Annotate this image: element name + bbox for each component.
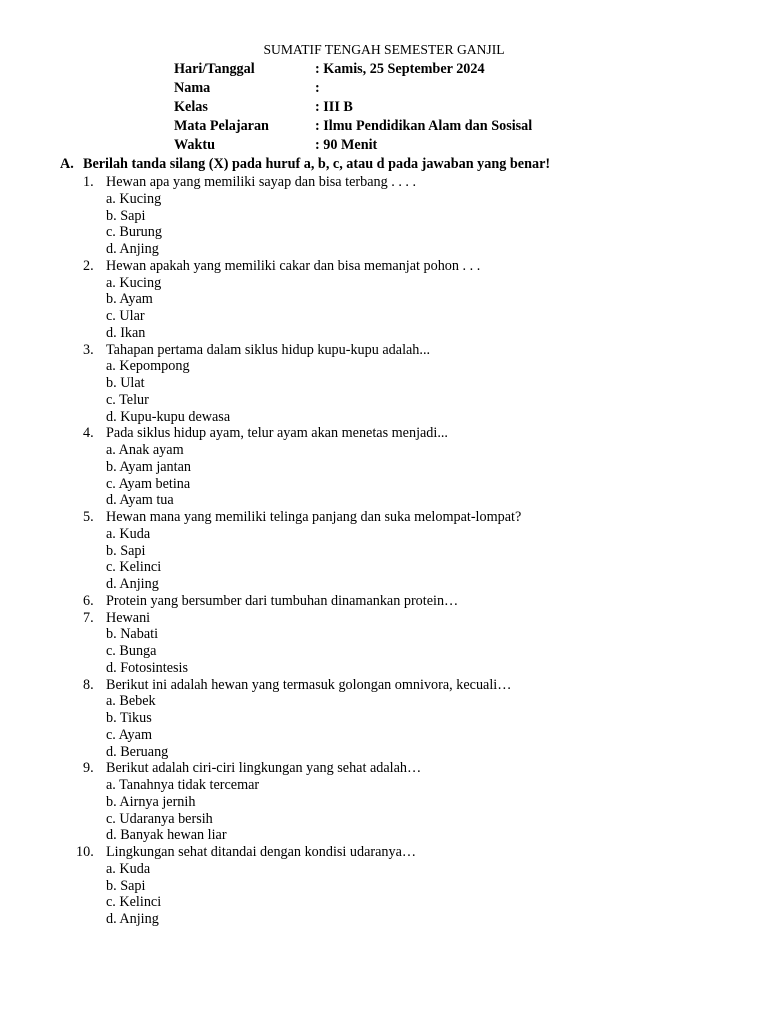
header-label: Waktu: [174, 137, 216, 153]
document-title: SUMATIF TENGAH SEMESTER GANJIL: [263, 42, 505, 57]
answer-option-text: d. Anjing: [106, 911, 159, 927]
answer-option: [0, 827, 768, 844]
answer-option-text: c. Ular: [106, 308, 145, 324]
question-list: [0, 174, 768, 928]
answer-option: [0, 643, 768, 660]
question-number: 6.: [83, 592, 94, 609]
answer-option: [0, 208, 768, 225]
answer-option-text: d. Ayam tua: [106, 492, 174, 509]
question-text: Tahapan pertama dalam siklus hidup kupu-kupu adalah...: [106, 341, 431, 358]
question-item: [0, 610, 768, 627]
answer-option-text: a. Tanahnya tidak tercemar: [106, 777, 260, 793]
answer-option: [0, 861, 768, 878]
header-label: Nama: [174, 80, 211, 96]
answer-option: [0, 543, 768, 560]
header-value: : III B: [315, 99, 353, 115]
question-number: 9.: [83, 760, 94, 777]
question-text: Hewani: [106, 609, 151, 626]
question-number: 7.: [83, 609, 94, 626]
answer-option-text: a. Kepompong: [106, 358, 190, 375]
answer-option-text: b. Nabati: [106, 626, 159, 643]
answer-option: [0, 559, 768, 576]
answer-option-text: c. Bunga: [106, 643, 157, 659]
answer-option-text: d. Ikan: [106, 324, 146, 341]
answer-option: [0, 576, 768, 593]
answer-option-text: b. Sapi: [106, 542, 146, 559]
answer-option: [0, 794, 768, 811]
answer-option-text: d. Fotosintesis: [106, 659, 188, 676]
answer-option-text: c. Kelinci: [106, 894, 162, 911]
answer-option-text: d. Anjing: [106, 576, 159, 592]
answer-option: [0, 777, 768, 794]
header-label: Mata Pelajaran: [174, 118, 269, 134]
question-item: [0, 844, 768, 861]
answer-option-text: c. Udaranya bersih: [106, 810, 213, 827]
answer-option: [0, 409, 768, 426]
answer-option-text: a. Bebek: [106, 693, 156, 710]
header-label: Hari/Tanggal: [174, 61, 255, 77]
question-text: Berikut adalah ciri-ciri lingkungan yang sehat adalah…: [106, 760, 422, 777]
question-text: Pada siklus hidup ayam, telur ayam akan menetas menjadi...: [106, 425, 448, 442]
section-letter: A.: [60, 156, 74, 172]
question-item: [0, 760, 768, 777]
answer-option: [0, 241, 768, 258]
question-number: 8.: [83, 676, 94, 693]
header-label: Kelas: [174, 99, 208, 115]
question-item: [0, 677, 768, 694]
answer-option: [0, 710, 768, 727]
header-value: : Kamis, 25 September 2024: [315, 61, 485, 77]
answer-option-text: c. Ayam betina: [106, 475, 191, 492]
answer-option: [0, 626, 768, 643]
answer-option: [0, 291, 768, 308]
answer-option: [0, 442, 768, 459]
answer-option-text: a. Kucing: [106, 274, 162, 291]
answer-option-text: c. Telur: [106, 391, 149, 408]
answer-option-text: c. Burung: [106, 224, 162, 241]
answer-option-text: d. Anjing: [106, 241, 159, 257]
question-item: [0, 509, 768, 526]
answer-option: [0, 492, 768, 509]
question-item: [0, 425, 768, 442]
header-value: :: [315, 80, 320, 96]
answer-option-text: b. Ayam jantan: [106, 458, 191, 475]
section-text: Berilah tanda silang (X) pada huruf a, b, c, atau d pada jawaban yang benar!: [83, 156, 551, 172]
answer-option: [0, 224, 768, 241]
answer-option-text: c. Ayam: [106, 726, 152, 743]
answer-option-text: a. Kuda: [106, 860, 151, 877]
answer-option-text: b. Sapi: [106, 207, 146, 224]
answer-option-text: d. Banyak hewan liar: [106, 827, 227, 844]
answer-option: [0, 811, 768, 828]
answer-option-text: d. Kupu-kupu dewasa: [106, 408, 231, 425]
answer-option: [0, 727, 768, 744]
answer-option: [0, 693, 768, 710]
answer-option: [0, 476, 768, 493]
answer-option-text: b. Sapi: [106, 877, 146, 894]
question-text: Hewan mana yang memiliki telinga panjang dan suka melompat-lompat?: [106, 509, 522, 525]
question-item: [0, 258, 768, 275]
question-number: 2.: [83, 257, 94, 274]
answer-option: [0, 308, 768, 325]
answer-option: [0, 358, 768, 375]
question-text: Hewan apakah yang memiliki cakar dan bisa memanjat pohon . . .: [106, 257, 481, 274]
answer-option: [0, 744, 768, 761]
answer-option-text: d. Beruang: [106, 743, 169, 760]
answer-option-text: c. Kelinci: [106, 559, 162, 576]
question-text: Lingkungan sehat ditandai dengan kondisi udaranya…: [106, 844, 417, 860]
header-value: : Ilmu Pendidikan Alam dan Sosisal: [315, 118, 533, 134]
question-text: Hewan apa yang memiliki sayap dan bisa terbang . . . .: [106, 174, 417, 190]
question-item: [0, 174, 768, 191]
answer-option-text: b. Ayam: [106, 291, 153, 308]
question-item: [0, 342, 768, 359]
question-item: [0, 593, 768, 610]
answer-option: [0, 275, 768, 292]
question-text: Protein yang bersumber dari tumbuhan dinamankan protein…: [106, 592, 459, 609]
answer-option: [0, 894, 768, 911]
question-number: 1.: [83, 174, 94, 190]
question-number: 5.: [83, 509, 94, 525]
answer-option-text: b. Tikus: [106, 710, 152, 726]
answer-option: [0, 325, 768, 342]
answer-option: [0, 191, 768, 208]
answer-option: [0, 911, 768, 928]
answer-option-text: a. Kucing: [106, 190, 162, 207]
answer-option-text: b. Ulat: [106, 375, 145, 391]
answer-option-text: b. Airnya jernih: [106, 793, 196, 810]
answer-option: [0, 878, 768, 895]
answer-option: [0, 526, 768, 543]
answer-option: [0, 392, 768, 409]
question-number: 4.: [83, 425, 94, 442]
question-text: Berikut ini adalah hewan yang termasuk golongan omnivora, kecuali…: [106, 676, 512, 693]
answer-option: [0, 375, 768, 392]
answer-option: [0, 660, 768, 677]
question-number: 3.: [83, 341, 94, 358]
answer-option: [0, 459, 768, 476]
question-number: 10.: [76, 844, 94, 860]
answer-option-text: a. Kuda: [106, 525, 151, 542]
answer-option-text: a. Anak ayam: [106, 442, 184, 458]
header-value: : 90 Menit: [315, 137, 378, 153]
